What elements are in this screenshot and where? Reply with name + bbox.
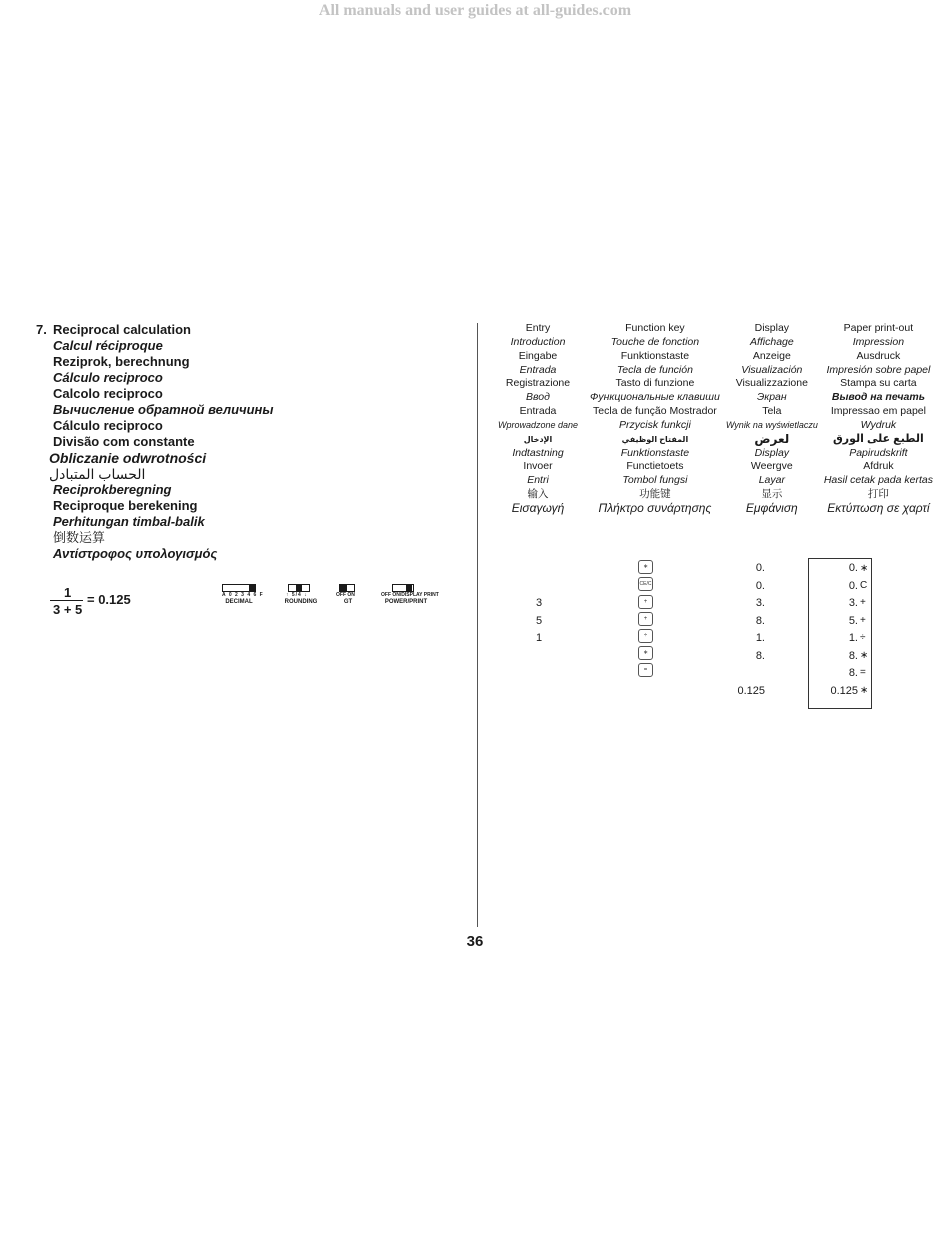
rounding-switch-label: ROUNDING <box>284 599 318 605</box>
rounding-switch-ticks: ↑ 5/4 ↓ <box>286 592 308 598</box>
tape-symbol: C <box>860 580 868 591</box>
lang-row-da <box>486 447 933 461</box>
lang-row-id <box>486 474 933 488</box>
print-out-label: 打印 <box>867 488 889 501</box>
display-value: 0. <box>755 562 765 574</box>
function-key-label: Function key <box>625 322 685 334</box>
print-out-label: Paper print-out <box>843 322 914 334</box>
print-out-label: Impresión sobre papel <box>826 363 931 376</box>
title-pl: Obliczanie odwrotności <box>49 450 207 466</box>
page-number: 36 <box>466 933 484 950</box>
function-key-label: Tombol fungsi <box>622 474 688 487</box>
print-out-label: Εκτύπωση σε χαρτί <box>827 500 930 515</box>
title-fr: Calcul réciproque <box>53 338 163 353</box>
display-value: 1. <box>755 632 765 644</box>
entry-value: 1 <box>535 632 543 644</box>
display-value: 8. <box>755 615 765 627</box>
entry-value: 3 <box>535 597 543 609</box>
column-divider <box>477 323 478 927</box>
plus-key-icon: + <box>638 612 653 626</box>
title-it: Calcolo reciproco <box>53 386 163 401</box>
power-print-switch-ticks: OFF ON/DISPLAY PRINT <box>381 592 439 598</box>
lang-row-pt <box>486 405 933 419</box>
watermark: All manuals and user guides at all-guides.com <box>318 2 632 19</box>
print-out-label: Stampa su carta <box>840 377 917 390</box>
display-value: 3. <box>755 597 765 609</box>
lang-row-nl <box>486 460 933 474</box>
lang-row-fr <box>486 336 933 350</box>
display-value: 0.125 <box>737 685 765 697</box>
tape-symbol: = <box>860 667 866 678</box>
display-value: 8. <box>755 650 765 662</box>
power-print-switch-label: POWER/PRINT <box>384 599 428 605</box>
title-zh: 倒数运算 <box>53 530 106 545</box>
tape-value: 8. <box>848 667 858 679</box>
tape-value: 5. <box>848 615 858 627</box>
gt-switch-track <box>339 584 355 592</box>
rounding-switch-knob <box>296 585 302 591</box>
formula-denominator: 3 + 5 <box>53 602 83 617</box>
title-en: Reciprocal calculation <box>53 322 191 337</box>
rounding-switch <box>283 584 319 610</box>
display-label: Weergve <box>750 460 793 473</box>
print-out-label: Wydruk <box>860 418 897 431</box>
equals-key-icon: = <box>638 663 653 677</box>
display-label: Εμφάνιση <box>745 500 798 515</box>
divide-key-icon: ÷ <box>638 629 653 643</box>
power-print-switch-track <box>392 584 414 592</box>
rounding-switch-track <box>288 584 310 592</box>
function-key-label: Przycisk funkcji <box>619 418 691 431</box>
entry-label: الإدخال <box>523 434 553 444</box>
print-out-label: Вывод на печать <box>831 391 925 404</box>
formula-numerator: 1 <box>64 585 72 600</box>
function-key-label: Funktionstaste <box>620 446 690 459</box>
title-de: Reziprok, berechnung <box>53 354 190 369</box>
print-out-label: الطبع على الورق <box>832 432 924 445</box>
entry-label: Εισαγωγή <box>511 500 565 515</box>
power-print-switch-knob <box>406 585 412 591</box>
title-id: Perhitungan timbal-balik <box>53 514 205 529</box>
title-pt: Cálculo reciproco <box>53 418 163 433</box>
display-label: Visualizzazione <box>735 377 808 390</box>
lang-row-en <box>486 322 933 336</box>
entry-label: Entrada <box>519 363 557 376</box>
tape-symbol: ∗ <box>860 563 869 574</box>
function-key-label <box>590 405 720 419</box>
tape-symbol: ∗ <box>860 685 869 696</box>
gt-switch-label: GT <box>343 599 353 605</box>
tape-symbol: + <box>860 597 866 608</box>
language-header-table <box>486 322 933 516</box>
function-key-label: المفتاح الوظيفي <box>621 434 689 444</box>
tape-value: 0. <box>848 580 858 592</box>
decimal-switch <box>221 584 264 610</box>
print-out-label: Afdruk <box>863 460 894 473</box>
decimal-switch-track <box>222 584 256 592</box>
display-label: Wynik na wyświetlaczu <box>725 419 818 430</box>
display-label: Affichage <box>749 335 794 348</box>
entry-label: Indtastning <box>512 446 564 459</box>
title-el: Αντίστροφος υπολογισμός <box>53 546 218 561</box>
title-es: Cálculo reciproco <box>53 370 163 385</box>
entry-label: Introduction <box>510 335 566 348</box>
decimal-switch-knob <box>249 585 255 591</box>
entry-label: Registrazione <box>505 377 571 390</box>
tape-symbol: ÷ <box>860 632 866 643</box>
plus-key-icon: + <box>638 595 653 609</box>
formula-result: = 0.125 <box>87 592 131 607</box>
title-br: Divisão com constante <box>53 434 195 449</box>
gt-switch-ticks: OFF ON <box>336 592 355 598</box>
tape-value: 8. <box>848 650 858 662</box>
function-key-label: Πλήκτρο συνάρτησης <box>598 500 712 515</box>
display-label: Anzeige <box>752 349 791 362</box>
tape-value: 1. <box>848 632 858 644</box>
print-out-label: Papirudskrift <box>849 446 908 459</box>
tape-value: 0. <box>848 562 858 574</box>
lang-row-zh <box>486 488 933 502</box>
lang-row-el <box>486 502 933 516</box>
title-nl: Reciproque berekening <box>53 498 198 513</box>
title-da: Reciprokberegning <box>53 482 172 497</box>
tape-value: 0.125 <box>830 685 858 697</box>
lang-row-es <box>486 364 933 378</box>
display-label: Tela <box>762 405 782 418</box>
entry-label: Ввод <box>526 391 550 404</box>
lang-row-ar <box>486 433 933 447</box>
function-key-label: Funktionstaste <box>620 349 690 362</box>
tape-symbol: ∗ <box>860 650 869 661</box>
entry-label: Eingabe <box>518 349 558 362</box>
fraction-bar <box>50 600 83 601</box>
display-label: Display <box>754 446 790 459</box>
lang-row-it <box>486 377 933 391</box>
display-label: 显示 <box>761 488 783 501</box>
entry-label: Entry <box>525 322 551 334</box>
lang-row-pl <box>486 419 933 433</box>
display-label: Layar <box>758 474 785 487</box>
display-label: Экран <box>756 391 787 404</box>
function-key-label: Touche de fonction <box>610 335 700 348</box>
gt-switch <box>336 584 360 610</box>
title-ar: الحساب المتبادل <box>49 466 146 482</box>
print-out-label: Impressao em papel <box>830 405 926 418</box>
function-key-label: Tasto di funzione <box>615 377 695 390</box>
lang-row-ru <box>486 391 933 405</box>
tape-symbol: + <box>860 615 866 626</box>
entry-label: Wprowadzone dane <box>497 419 579 430</box>
multiply-key-icon: ∗ <box>638 560 653 574</box>
clear-key-icon: CE/C <box>638 577 653 591</box>
function-key-label: 功能键 <box>639 488 671 501</box>
display-label: Visualización <box>741 363 803 376</box>
display-label: Display <box>754 322 790 334</box>
display-value: 0. <box>755 580 765 592</box>
print-out-label: Ausdruck <box>856 349 901 362</box>
multiply-key-icon: ∗ <box>638 646 653 660</box>
formula <box>50 585 150 625</box>
title-ru: Вычисление обратной величины <box>53 402 274 417</box>
function-key-label: Функциональные клавиши <box>590 391 720 404</box>
print-out-label: Hasil cetak pada kertas <box>823 474 933 487</box>
tape-value: 3. <box>848 597 858 609</box>
lang-row-de <box>486 350 933 364</box>
function-key-label: Tecla de función <box>616 363 693 376</box>
print-out-label: Impression <box>852 335 905 348</box>
entry-label: Invoer <box>523 460 553 473</box>
gt-switch-knob <box>340 585 347 591</box>
entry-label: 输入 <box>527 488 549 501</box>
function-key-label-pt: Tecla de função <box>593 405 667 418</box>
entry-label: Entrada <box>519 405 557 418</box>
decimal-switch-label: DECIMAL <box>225 599 253 605</box>
section-heading <box>36 322 456 562</box>
display-label-br: Mostrador <box>669 405 717 418</box>
power-print-switch <box>381 584 439 610</box>
function-key-label: Functietoets <box>626 460 684 473</box>
section-number: 7. <box>36 322 47 337</box>
entry-value: 5 <box>535 615 543 627</box>
decimal-switch-ticks: A 0 2 3 4 6 F <box>222 592 264 598</box>
entry-label: Entri <box>527 474 549 487</box>
display-label: لعرض <box>754 431 790 446</box>
